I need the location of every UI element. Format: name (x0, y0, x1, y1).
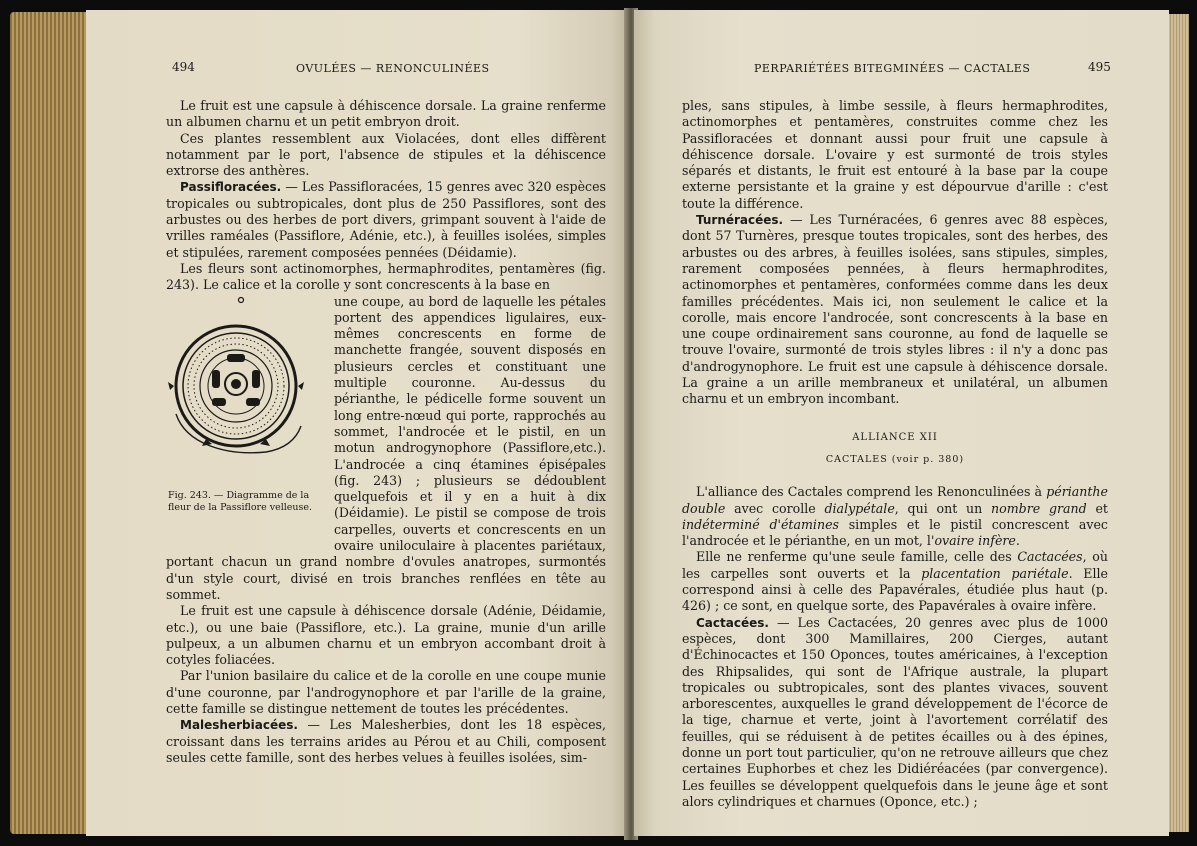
text-run: Elle ne renferme qu'une seule famille, celle des (696, 549, 1018, 565)
paragraph-malesherbiacees (166, 717, 606, 766)
paragraph: Le fruit est une capsule à déhiscence dorsale (Adénie, Déidamie, etc.), ou une baie (Passiflore, etc.). La graine, munie d'un arille pulpeux, a un albumen charnu et un embryon accombant droit à cotyles foliacées. (166, 603, 606, 668)
alliance-heading: ALLIANCE XII (852, 431, 938, 443)
family-name: Passifloracées. (180, 180, 282, 195)
paragraph-text: — Les Passifloracées, 15 genres avec 320 espèces tropicales ou subtropicales, dont plus de 250 Passiflores, sont des arbustes ou des herbes de port divers, grimpant souvent à l'aide de vrilles raméales (Passiflore, Adénie, etc.), à feuilles isolées, simples et stipulées, rarement composées pennées (Déidamie). (166, 179, 606, 260)
family-name: Cactacées. (696, 615, 769, 630)
right-page-number: 495 (1088, 60, 1111, 74)
text-run: L'alliance des Cactales comprend les Renonculinées à (696, 484, 1047, 500)
passiflora-floral-diagram-icon (166, 294, 316, 484)
text-run: , qui ont un (894, 500, 992, 516)
paragraph-family (682, 549, 1108, 614)
paragraph: Par l'union basilaire du calice et de la corolle en une coupe munie d'une couronne, par l'androgynophore et par l'arille de la graine, cette famille se distingue nettement de toutes les précédentes. (166, 668, 606, 716)
paragraph-text: — Les Cactacées, 20 genres avec plus de 1000 espèces, dont 300 Mamillaires, 200 Cierges, autant d'Échinocactes et 150 Oponces, toutes américaines, à l'exception des Rhipsalides, qui sont de l'Afrique australe, la plupart tropicales ou subtropicales, sont des plantes vivaces, souvent arborescentes, auxquelles le grand développement de l'écorce de la tige, charnue et verte, joint à l'avortement corrélatif des feuilles, qui se réduisent à de petites écailles ou à des épines, donne un port tout particulier, qu'on ne retrouve ailleurs que chez certaines Euphorbes et chez les Didiéréacées (par convergence). Les feuilles se développent quelquefois dans le jeune âge et sont alors cylindriques et charnues (Oponce, etc.) ; (682, 614, 1108, 809)
italic-term: dialypétale (824, 500, 895, 516)
left-page-number: 494 (172, 60, 195, 74)
italic-term: indéterminé d'étamines (682, 516, 839, 532)
left-running-head: OVULÉES — RENONCULINÉES (296, 62, 490, 75)
paragraph-passifloracees (166, 179, 606, 260)
paragraph-turneracees (682, 212, 1108, 408)
right-running-head: PERPARIÉTÉES BITEGMINÉES — CACTALES (754, 62, 1031, 75)
paragraph-alliance-intro (682, 484, 1108, 549)
figure-wrap-region (166, 294, 606, 604)
page-edges-left (10, 12, 90, 834)
right-page (634, 10, 1169, 836)
paragraph-text: — Les Turnéracées, 6 genres avec 88 espèces, dont 57 Turnères, presque toutes tropicales, sont des herbes, des arbustes ou des arbres, à feuilles isolées, sans stipules, simples, rarement composées pennées, à fleurs hermaphrodites, actinomorphes et pentamères, conformées comme dans les deux familles précédentes. Mais ici, non seulement le calice et la corolle, mais encore l'androcée, sont concrescents à la base en une coupe ordinairement sans couronne, au fond de laquelle se trouve l'ovaire, surmonté de trois styles libres : il n'y a donc pas d'androgynophore. Le fruit est une capsule à déhiscence dorsale. La graine a un arille membraneux et unilatéral, un albumen charnu et un embryon incombant. (682, 212, 1108, 407)
italic-term: placentation pariétale (921, 565, 1069, 581)
italic-term: périanthe double (682, 484, 1108, 516)
paragraph-wrapped: une coupe, au bord de laquelle les pétales portent des appendices ligulaires, eux-mêmes concrescents en forme de manchette frangée, souvent disposés en plusieurs cercles et constituant une multiple couronne. Au-dessus du périanthe, le pédicelle forme souvent un long entre-nœud qui porte, rapprochés au sommet, l'androcée et le pistil, en un motun androgynophore (Passiflore,etc.). L'androcée a cinq étamines épisépales (fig. 243) ; plusieurs se dédoublent quelquefois et il y en a huit à dix (Déidamie). Le pistil se compose de trois carpelles, ouverts et concrescents en un ovaire uniloculaire à placentes pariétaux, portant chacun un grand nombre d'ovules anatropes, surmontés d'un style court, divisé en trois branches renflées en tête au sommet. (166, 293, 606, 602)
text-run: simples et le pistil concrescent avec l'androcée et le périanthe, en un mot, l' (682, 516, 1108, 549)
italic-term: ovaire infère (934, 533, 1016, 549)
page-edges-right (1167, 14, 1189, 832)
text-run: . (1015, 533, 1020, 549)
text-run: . Elle correspond ainsi à celle des Papavérales, étudiée plus haut (p. 426) ; ce sont, en quelque sorte, des Papavérales à ovaire infère. (682, 565, 1108, 614)
right-body-text (682, 98, 1108, 810)
left-page (86, 10, 627, 836)
paragraph-cactacees (682, 615, 1108, 811)
open-book (8, 8, 1189, 840)
paragraph-text: — Les Malesherbies, dont les 18 espèces, croissant dans les terrains arides au Pérou et au Chili, composent seules cette famille, sont des herbes velues à feuilles isolées, sim- (166, 717, 606, 765)
text-run: , où les carpelles sont ouverts et la (682, 549, 1108, 581)
italic-term: Cactacées (1017, 549, 1083, 565)
paragraph: Les fleurs sont actinomorphes, hermaphrodites, pentamères (fig. 243). Le calice et la corolle y sont concrescents à la base en (166, 260, 606, 293)
family-name: Turnéracées. (696, 213, 784, 228)
italic-term: nombre grand (991, 500, 1087, 516)
left-body-text (166, 98, 606, 766)
alliance-subheading: CACTALES (voir p. 380) (825, 453, 965, 465)
paragraph: Le fruit est une capsule à déhiscence dorsale. La graine renferme un albumen charnu et un petit embryon droit. (166, 98, 606, 130)
figure-243 (166, 294, 326, 542)
family-name: Malesherbiacées. (180, 718, 298, 733)
text-run: et (1086, 500, 1108, 516)
paragraph: Ces plantes ressemblent aux Violacées, dont elles diffèrent notamment par le port, l'absence de stipules et la déhiscence extrorse des anthères. (166, 130, 606, 179)
figure-caption: Fig. 243. — Diagramme de la fleur de la Passiflore velleuse. (168, 489, 313, 513)
paragraph: ples, sans stipules, à limbe sessile, à fleurs hermaphrodites, actinomorphes et pentamères, construites comme chez les Passifloracées et donnant aussi pour fruit une capsule à déhiscence dorsale. L'ovaire y est surmonté de trois styles séparés et distants, le fruit est entouré à la base par la coupe externe persistante et la graine y est dépourvue d'arille : c'est toute la différence. (682, 98, 1108, 211)
text-run: avec corolle (725, 500, 825, 516)
